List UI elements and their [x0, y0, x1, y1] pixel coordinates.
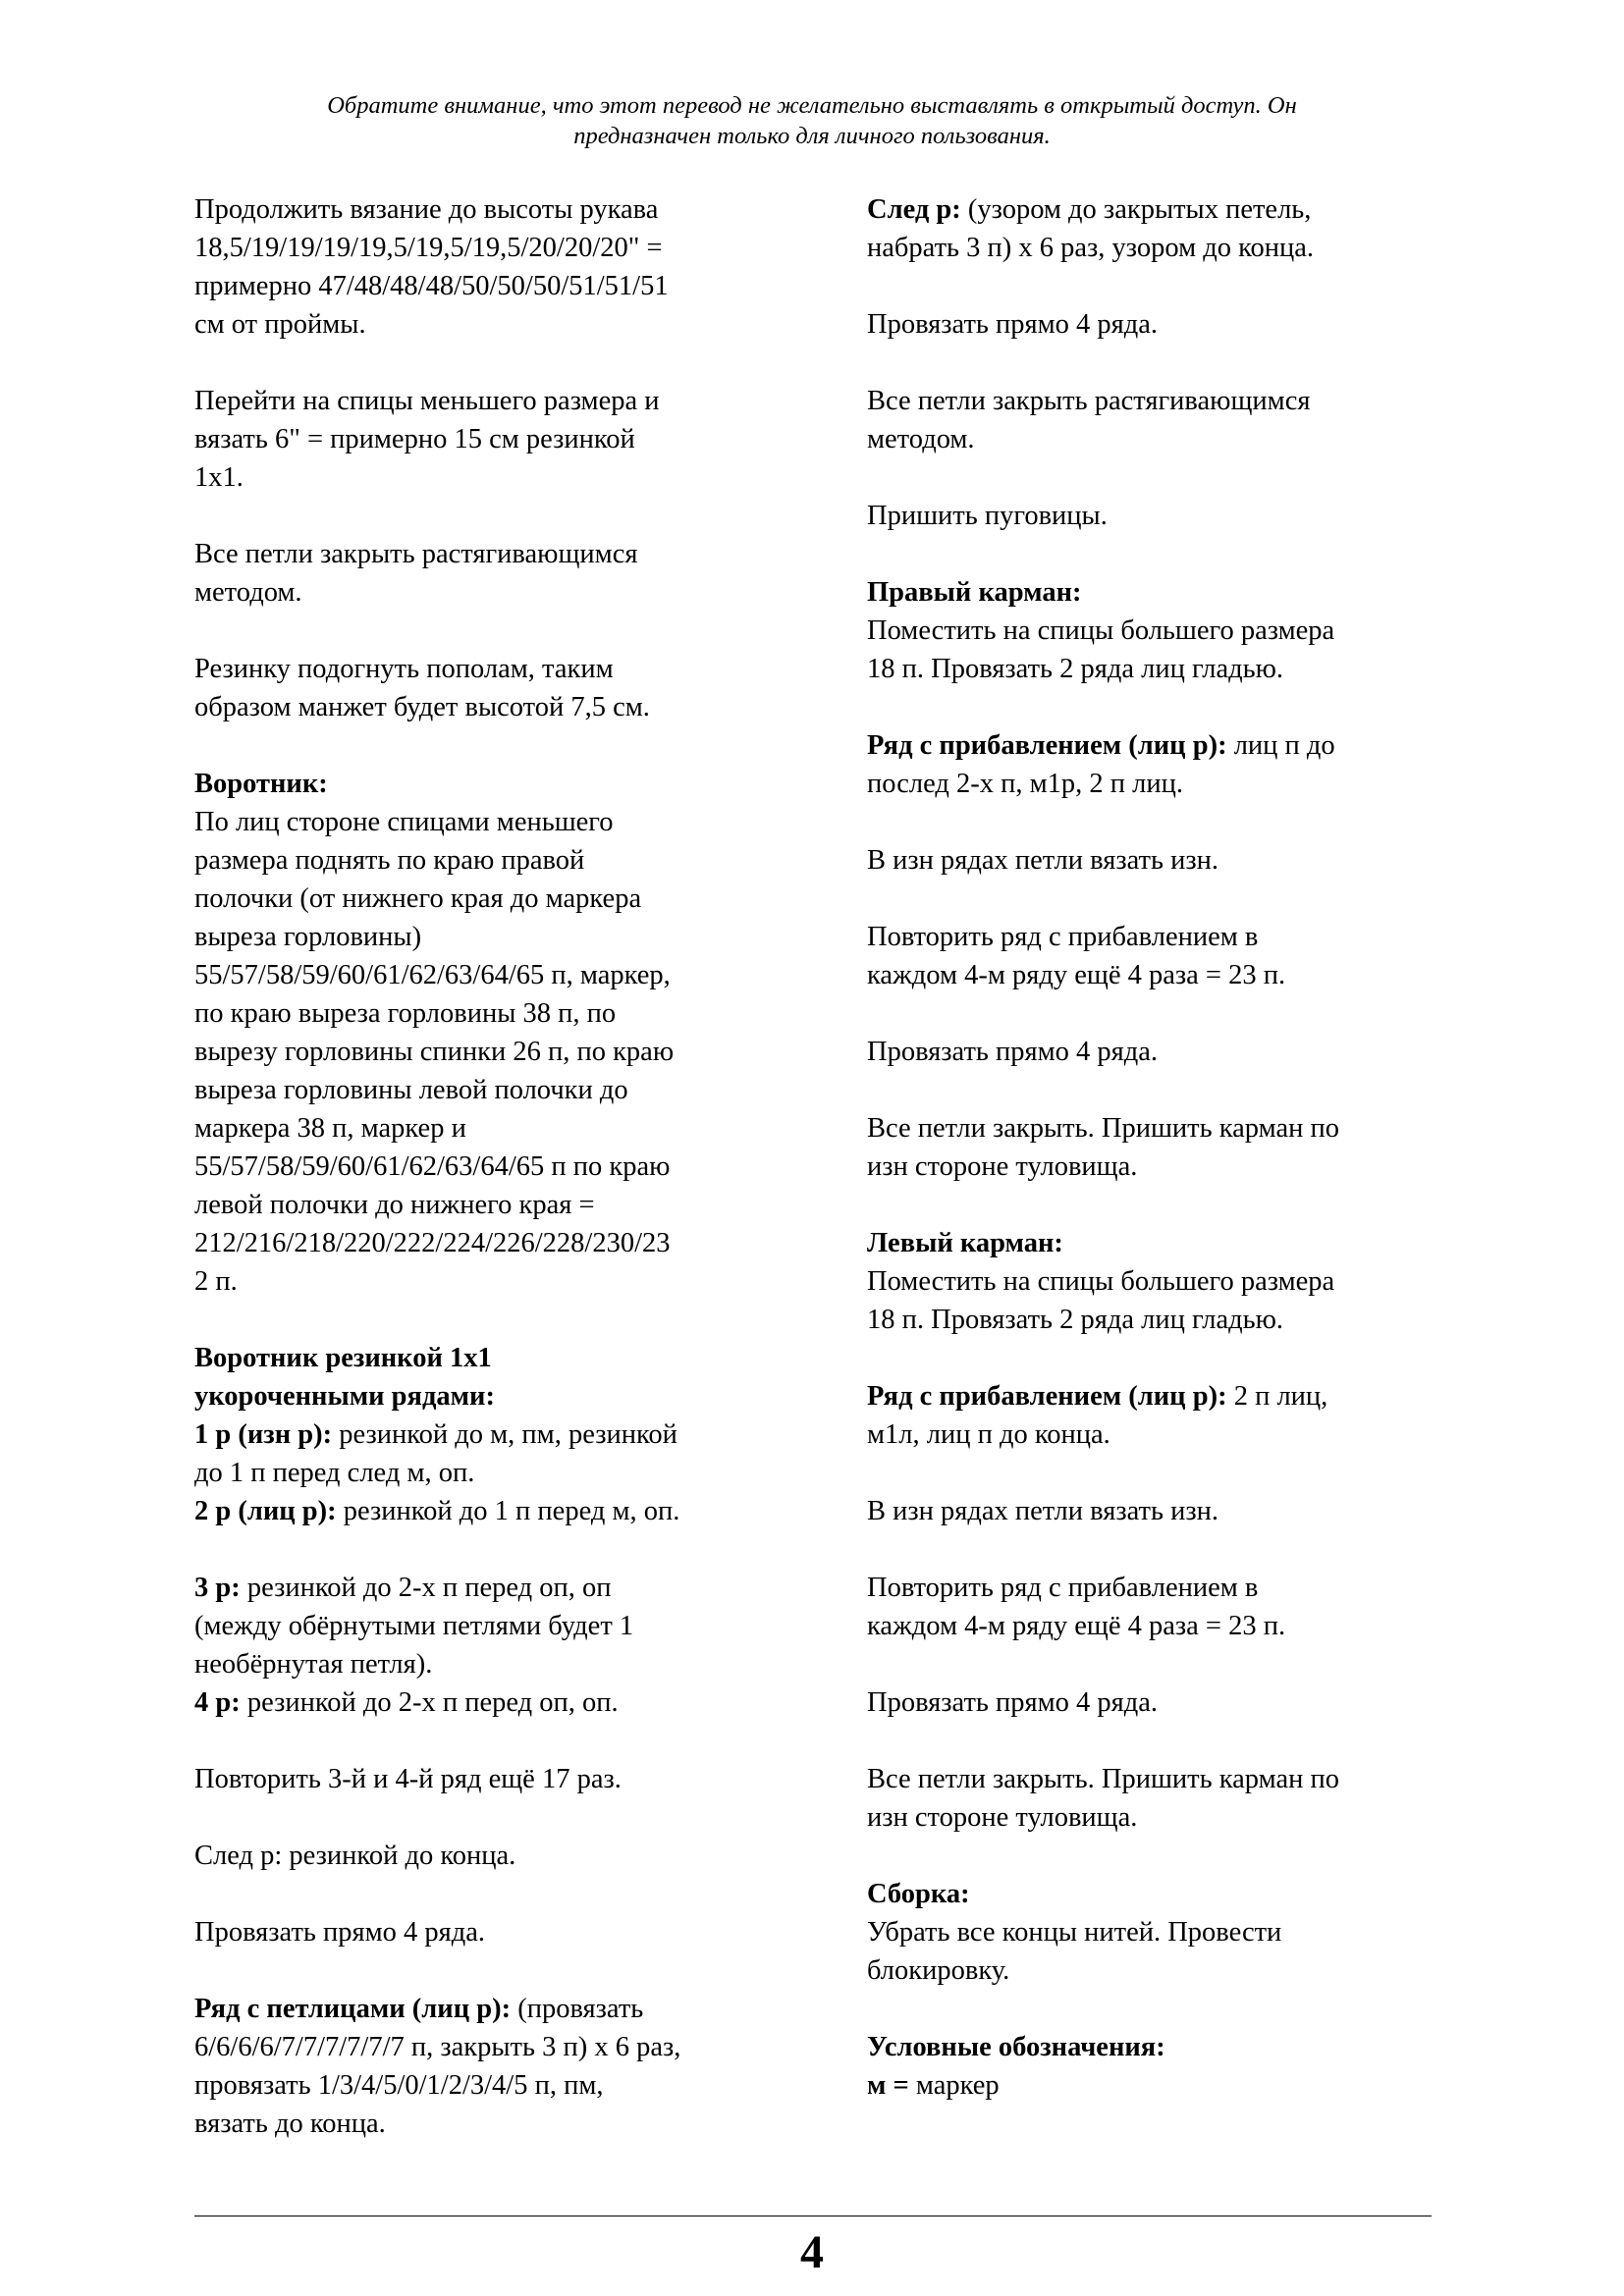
text-line: необёрнутая петля). — [194, 1649, 433, 1680]
row-instruction — [194, 1492, 784, 1530]
text-line: блокировку. — [867, 1955, 1010, 1986]
section-heading: Условные обозначения: — [867, 2032, 1165, 2062]
section-buttonholes — [194, 1990, 784, 2143]
header-notice — [147, 90, 1477, 151]
paragraph-next-row — [194, 1837, 784, 1875]
text-line: изн стороне туловища. — [867, 1802, 1138, 1833]
paragraph-cuff — [194, 382, 784, 497]
text-line: Поместить на спицы большего размера — [867, 615, 1335, 646]
text-line: Провязать прямо 4 ряда. — [867, 309, 1159, 340]
text-line: Провязать прямо 4 ряда. — [194, 1917, 486, 1948]
text-line: набрать 3 п) х 6 раз, узором до конца. — [867, 233, 1315, 263]
paragraph-straight — [194, 1913, 784, 1951]
text-line: По лиц стороне спицами меньшего — [194, 807, 614, 837]
text-line: Провязать прямо 4 ряда. — [867, 1037, 1159, 1067]
paragraph-buttons — [867, 497, 1456, 535]
text-line: В изн рядах петли вязать изн. — [867, 1496, 1218, 1526]
row-instruction — [194, 1415, 784, 1454]
row-instruction — [194, 1683, 784, 1722]
section-collar-short-rows — [194, 1339, 784, 1530]
section-right-pocket — [867, 573, 1456, 688]
right-pocket-increase-row — [867, 726, 1456, 803]
section-heading: Левый карман: — [867, 1228, 1063, 1258]
text-line: изн стороне туловища. — [867, 1151, 1138, 1182]
section-rows-3-4 — [194, 1569, 784, 1722]
text-line: Пришить пуговицы. — [867, 501, 1108, 531]
text-line: каждом 4-м ряду ещё 4 раза = 23 п. — [867, 1611, 1286, 1641]
text-line: выреза горловины) — [194, 922, 422, 952]
row-instruction — [194, 1990, 784, 2028]
text-line: 2 п. — [194, 1266, 238, 1297]
text-line: Перейти на спицы меньшего размера и — [194, 386, 660, 416]
text-line: полочки (от нижнего края до маркера — [194, 883, 642, 914]
row-label: Ряд с петлицами (лиц р): — [194, 1994, 512, 2024]
text-line: выреза горловины левой полочки до — [194, 1075, 628, 1105]
header-notice-line: Обратите внимание, что этот перевод не желательно выставлять в открытый доступ. Он — [327, 92, 1297, 119]
section-next-row — [867, 190, 1456, 267]
text-line: 6/6/6/6/7/7/7/7/7/7 п, закрыть 3 п) х 6 раз, — [194, 2032, 681, 2062]
row-text: 2 п лиц, — [1226, 1381, 1328, 1412]
legend-item — [867, 2066, 1456, 2105]
right-pocket-close — [867, 1109, 1456, 1186]
text-line: до 1 п перед след м, оп. — [194, 1458, 475, 1488]
text-line: каждом 4-м ряду ещё 4 раза = 23 п. — [867, 960, 1286, 990]
text-line: Повторить ряд с прибавлением в — [867, 922, 1259, 952]
text-line: м1л, лиц п до конца. — [867, 1419, 1110, 1450]
text-line: вырезу горловины спинки 26 п, по краю — [194, 1037, 675, 1067]
section-legend — [867, 2028, 1456, 2105]
text-line: вязать 6" = примерно 15 см резинкой — [194, 424, 635, 454]
row-instruction — [867, 1377, 1456, 1415]
row-text: лиц п до — [1226, 730, 1335, 761]
text-line: 55/57/58/59/60/61/62/63/64/65 п, маркер, — [194, 960, 671, 990]
text-line: 18 п. Провязать 2 ряда лиц гладью. — [867, 654, 1284, 684]
right-pocket-purl — [867, 841, 1456, 880]
header-notice-line: предназначен только для личного пользования. — [573, 123, 1051, 149]
row-text: резинкой до 2-х п перед оп, оп — [240, 1573, 612, 1603]
text-line: маркера 38 п, маркер и — [194, 1113, 466, 1144]
row-text: резинкой до 2-х п перед оп, оп. — [240, 1687, 619, 1718]
right-column — [867, 190, 1456, 2105]
text-line: методом. — [867, 424, 975, 454]
paragraph-bind-off — [194, 535, 784, 612]
text-line: методом. — [194, 577, 302, 608]
text-line: послед 2-х п, м1р, 2 п лиц. — [867, 769, 1183, 799]
left-pocket-increase-row — [867, 1377, 1456, 1454]
legend-abbreviation: м = — [867, 2070, 909, 2101]
text-line: 18,5/19/19/19/19,5/19,5/19,5/20/20/20" = — [194, 233, 663, 263]
section-heading: Правый карман: — [867, 577, 1082, 608]
paragraph-sleeve-length — [194, 190, 784, 344]
left-pocket-close — [867, 1760, 1456, 1837]
text-line: Все петли закрыть. Пришить карман по — [867, 1764, 1339, 1794]
text-line: 212/216/218/220/222/224/226/228/230/23 — [194, 1228, 671, 1258]
text-line: образом манжет будет высотой 7,5 см. — [194, 692, 650, 722]
row-label: 2 р (лиц р): — [194, 1496, 337, 1526]
section-assembly — [867, 1875, 1456, 1990]
right-pocket-straight — [867, 1033, 1456, 1071]
row-label: Ряд с прибавлением (лиц р): — [867, 730, 1227, 761]
page-number: 4 — [800, 2226, 824, 2278]
text-line: по краю выреза горловины 38 п, по — [194, 998, 617, 1029]
text-line: Резинку подогнуть пополам, таким — [194, 654, 614, 684]
row-label: 4 р: — [194, 1687, 241, 1718]
left-pocket-straight — [867, 1683, 1456, 1722]
left-column — [194, 190, 784, 2143]
row-label: След р: — [867, 194, 961, 225]
text-line: Повторить 3-й и 4-й ряд ещё 17 раз. — [194, 1764, 622, 1794]
paragraph-repeat — [194, 1760, 784, 1798]
text-line: см от проймы. — [194, 309, 366, 340]
text-line: 18 п. Провязать 2 ряда лиц гладью. — [867, 1305, 1284, 1335]
text-line: Все петли закрыть. Пришить карман по — [867, 1113, 1339, 1144]
text-line: вязать до конца. — [194, 2109, 386, 2139]
row-instruction — [867, 190, 1456, 229]
section-collar — [194, 765, 784, 1301]
text-line: провязать 1/3/4/5/0/1/2/3/4/5 п, пм, — [194, 2070, 604, 2101]
row-instruction — [867, 726, 1456, 765]
section-left-pocket — [867, 1224, 1456, 1339]
left-pocket-purl — [867, 1492, 1456, 1530]
text-line: примерно 47/48/48/48/50/50/50/51/51/51 — [194, 271, 669, 301]
paragraph-fold-cuff — [194, 650, 784, 726]
row-label: Ряд с прибавлением (лиц р): — [867, 1381, 1227, 1412]
legend-meaning: маркер — [908, 2070, 1000, 2101]
row-text: резинкой до м, пм, резинкой — [332, 1419, 677, 1450]
section-heading: Сборка: — [867, 1879, 970, 1909]
row-text: (узором до закрытых петель, — [960, 194, 1312, 225]
right-pocket-repeat — [867, 918, 1456, 994]
text-line: (между обёрнутыми петлями будет 1 — [194, 1611, 634, 1641]
section-heading: укороченными рядами: — [194, 1381, 495, 1412]
row-text: резинкой до 1 п перед м, оп. — [336, 1496, 680, 1526]
text-line: Все петли закрыть растягивающимся — [867, 386, 1311, 416]
text-line: размера поднять по краю правой — [194, 845, 585, 876]
paragraph-straight — [867, 305, 1456, 344]
text-line: След р: резинкой до конца. — [194, 1841, 516, 1871]
left-pocket-repeat — [867, 1569, 1456, 1645]
paragraph-bind-off — [867, 382, 1456, 458]
text-line: 1x1. — [194, 462, 244, 493]
row-text: (провязать — [511, 1994, 644, 2024]
text-line: Убрать все концы нитей. Провести — [867, 1917, 1282, 1948]
section-heading: Воротник резинкой 1х1 — [194, 1343, 492, 1373]
text-line: Продолжить вязание до высоты рукава — [194, 194, 659, 225]
row-label: 1 р (изн р): — [194, 1419, 333, 1450]
row-instruction — [194, 1569, 784, 1607]
text-line: Повторить ряд с прибавлением в — [867, 1573, 1259, 1603]
text-line: В изн рядах петли вязать изн. — [867, 845, 1218, 876]
text-line: 55/57/58/59/60/61/62/63/64/65 п по краю — [194, 1151, 671, 1182]
text-line: Все петли закрыть растягивающимся — [194, 539, 638, 569]
row-label: 3 р: — [194, 1573, 241, 1603]
text-line: Поместить на спицы большего размера — [867, 1266, 1335, 1297]
text-line: левой полочки до нижнего края = — [194, 1190, 595, 1220]
section-heading: Воротник: — [194, 769, 328, 799]
text-line: Провязать прямо 4 ряда. — [867, 1687, 1159, 1718]
